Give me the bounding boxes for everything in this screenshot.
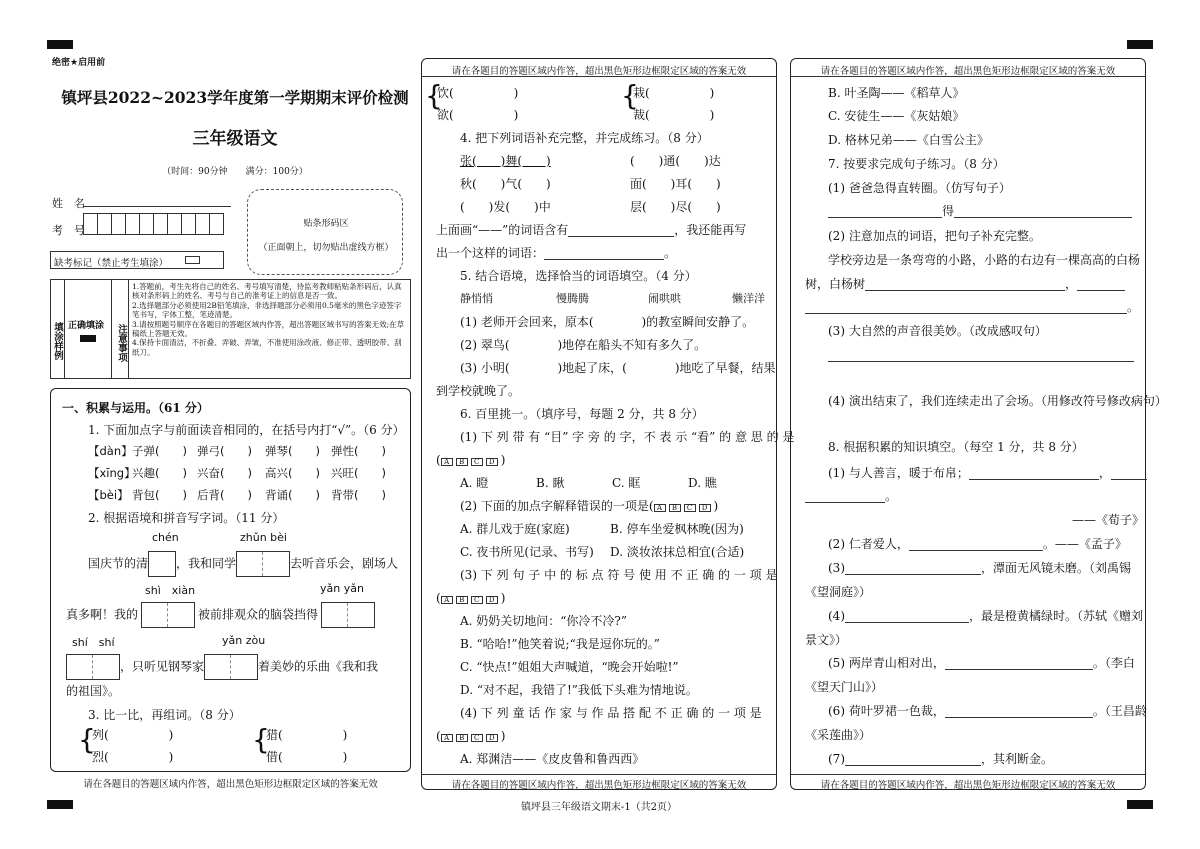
q5-sentence: (2) 翠鸟( )地停在船头不知有多久了。 <box>460 338 707 352</box>
fill-sample-cell <box>66 280 112 378</box>
q3-item: 裁( ) <box>633 108 715 122</box>
q5-sentence: 到学校就晚了。 <box>436 384 521 398</box>
q6-3-stem: (3) 下 列 句 子 中 的 标 点 符 号 使 用 不 正 确 的 一 项 是 <box>460 568 778 582</box>
pinyin-label: yǎn zòu <box>222 634 266 647</box>
note-item: 4.保持卡面清洁，不折叠、弄破、弄皱，不准使用涂改液、修正带、透明胶带、刮纸刀。 <box>132 338 402 357</box>
q7-2-answer-cont: 。 <box>805 300 1139 314</box>
absent-box <box>50 251 224 269</box>
q6-3-choice: D. “对不起，我错了!”我低下头难为情地说。 <box>460 683 698 697</box>
q3-item: 列( ) <box>92 728 174 742</box>
q5-sentence: (3) 小明( )地起了床，( )地吃了早餐，结果 <box>460 361 776 375</box>
q6-3-choice: B. “哈哈!”他笑着说;“我是逗你玩的。” <box>460 637 660 651</box>
question-4: 4. 把下列词语补充完整，并完成练习。（8 分） <box>460 131 709 145</box>
answer-blank[interactable] <box>845 622 969 623</box>
q4-item: 张( )舞( ) <box>460 154 551 168</box>
q6-2-choices: C. 夜书所见(记录、书写) D. 淡妆浓抹总相宜(合适) <box>460 545 745 559</box>
q8-1-source: ——《荀子》 <box>1072 513 1145 527</box>
answer-blank[interactable] <box>828 217 942 218</box>
q4-item: 层( )尽( ) <box>630 200 721 214</box>
q7-2-text: 学校旁边是一条弯弯的小路，小路的右边有一棵高高的白杨 <box>828 253 1141 267</box>
q2-line-1: 国庆节的清 ，我和同学 去听音乐会，剧场人 <box>88 551 398 577</box>
q6-1-choices: A. 瞪 B. 瞅 C. 眶 D. 瞧 <box>460 476 717 490</box>
section-title: 一、积累与运用。（61 分） <box>62 401 209 415</box>
answer-option-bubbles[interactable]: ( A B C D ) <box>436 591 506 605</box>
answer-blank[interactable] <box>1111 479 1147 480</box>
column-2-header-note: 请在各题目的答题区域内作答，超出黑色矩形边框限定区域的答案无效 <box>451 66 747 77</box>
absent-label: 缺考标记（禁止考生填涂） <box>54 258 169 269</box>
pinyin-label: chén <box>152 531 179 544</box>
column-2-footer-divider <box>421 774 777 775</box>
q4-item: 面( )耳( ) <box>630 177 721 191</box>
question-1: 1. 下面加点字与前面读音相同的，在括号内打“√”。（6 分） <box>88 423 405 437</box>
q6-1-stem: (1) 下 列 带 有 “目” 字 旁 的 字，不 表 示 “看” 的 意 思 的 是 <box>460 430 795 444</box>
q7-4: (4) 演出结束了，我们连续走出了会场。（用修改符号修改病句） <box>828 394 1167 408</box>
q7-1: (1) 爸爸急得直转圈。（仿写句子） <box>828 181 1011 195</box>
q6-4-choice: B. 叶圣陶——《稻草人》 <box>828 86 965 100</box>
pinyin-label: shì xiàn <box>145 584 196 597</box>
q8-2: (2) 仁者爱人， 。——《孟子》 <box>828 537 1127 551</box>
char-grid[interactable] <box>148 551 176 577</box>
question-3: 3. 比一比，再组词。（8 分） <box>88 708 241 722</box>
registration-mark-top-right <box>1127 40 1153 49</box>
column-1-footer-note: 请在各题目的答题区域内作答，超出黑色矩形边框限定区域的答案无效 <box>83 779 378 790</box>
time-info: （时间：90分钟 满分：100分） <box>162 167 308 177</box>
absent-checkbox[interactable] <box>185 256 200 264</box>
column-3-footer-note: 请在各题目的答题区域内作答，超出黑色矩形边框限定区域的答案无效 <box>820 780 1116 791</box>
q1-row: 【xīng】兴趣( ) 兴奋( ) 高兴( ) 兴旺( ) <box>88 466 386 480</box>
char-grid[interactable] <box>66 654 120 680</box>
secret-label: 绝密★启用前 <box>52 58 106 68</box>
q6-4-stem: (4) 下 列 童 话 作 家 与 作 品 搭 配 不 正 确 的 一 项 是 <box>460 706 762 720</box>
name-field[interactable] <box>83 206 231 207</box>
q6-2-choices: A. 群儿戏于庭(家庭) B. 停车坐爱枫林晚(因为) <box>460 522 744 536</box>
barcode-title: 贴条形码区 <box>303 219 349 229</box>
q8-1-cont: 。 <box>805 489 897 503</box>
q6-4-choice: A. 郑渊洁——《皮皮鲁和鲁西西》 <box>460 752 645 766</box>
q4-item: ( )发( )中 <box>460 200 551 214</box>
q2-line-2: 真多啊！我的 被前排观众的脑袋挡得 <box>66 602 375 628</box>
q3-item: 烈( ) <box>92 750 174 764</box>
q7-3: (3) 大自然的声音很美妙。（改成感叹句） <box>828 324 1047 338</box>
q8-5-source: 《望天门山》） <box>805 680 884 694</box>
answer-blank[interactable] <box>945 717 1093 718</box>
question-8: 8. 根据积累的知识填空。（每空 1 分，共 8 分） <box>828 440 1084 454</box>
pinyin-label: zhǔn bèi <box>240 531 287 544</box>
q5-sentence: (1) 老师开会回来，原本( )的教室瞬间安静了。 <box>460 315 755 329</box>
q7-2: (2) 注意加点的词语，把句子补充完整。 <box>828 229 1041 243</box>
char-grid[interactable] <box>236 551 290 577</box>
answer-blank[interactable] <box>845 765 981 766</box>
fill-correct-sample <box>80 335 96 342</box>
column-2-header-divider <box>421 76 777 77</box>
answer-blank[interactable] <box>945 669 1093 670</box>
q2-line-4: 的祖国》。 <box>66 684 121 698</box>
answer-blank[interactable] <box>969 479 1099 480</box>
q6-3-choice: C. “快点!”姐姐大声喊道，“晚会开始啦!” <box>460 660 679 674</box>
answer-blank[interactable] <box>909 550 1043 551</box>
q8-4-source: 景文》） <box>805 633 848 647</box>
q6-4-choice: D. 格林兄弟——《白雪公主》 <box>828 133 989 147</box>
answer-blank[interactable] <box>845 574 981 575</box>
column-3-header-note: 请在各题目的答题区域内作答，超出黑色矩形边框限定区域的答案无效 <box>820 66 1116 77</box>
answer-blank[interactable] <box>568 236 674 237</box>
q3-item: 欲( ) <box>437 108 519 122</box>
answer-blank[interactable] <box>805 502 885 503</box>
q8-3-source: 《望洞庭》） <box>805 585 872 599</box>
option-bubble[interactable]: C <box>684 504 696 512</box>
instructions-box <box>50 279 411 379</box>
id-boxes[interactable] <box>83 213 223 235</box>
q3-item: 猎( ) <box>266 728 348 742</box>
q8-4: (4) ，最是橙黄橘绿时。（苏轼《赠刘 <box>828 609 1144 623</box>
q4-followup: 上面画“——”的词语含有 ，我还能再写 <box>436 223 747 237</box>
answer-blank[interactable] <box>544 259 664 260</box>
q5-word-bank: 静悄悄 慢腾腾 闹哄哄 懒洋洋 <box>460 292 765 305</box>
q8-1: (1) 与人善言，暖于布帛； ， <box>828 466 1147 480</box>
option-bubble[interactable]: A <box>654 504 666 512</box>
note-item: 3.请按照题号顺序在各题目的答题区域内作答，超出答题区域书写的答案无效;在草稿纸上答题无效。 <box>132 319 405 338</box>
question-5: 5. 结合语境，选择恰当的词语填空。（4 分） <box>460 269 697 283</box>
q8-7: (7) ，其利断金。 <box>828 752 1054 766</box>
barcode-area <box>247 189 403 275</box>
note-item: 2.选择题部分必须使用2B铅笔填涂，非选择题部分必须用0.5毫米的黑色字迹签字笔书写，字体工整，笔迹清楚。 <box>132 300 402 320</box>
brace-icon: { <box>425 79 443 112</box>
q4-item: 秋( )气( ) <box>460 177 551 191</box>
registration-mark-top-left <box>47 40 73 49</box>
q7-1-answer: 得 <box>828 204 1132 218</box>
brace-icon: { <box>252 723 270 756</box>
brace-icon: { <box>78 723 96 756</box>
id-label: 考 号 <box>52 224 85 237</box>
option-bubble[interactable]: D <box>699 504 711 512</box>
registration-mark-bottom-right <box>1127 800 1153 809</box>
question-2: 2. 根据语境和拼音写字词。（11 分） <box>88 511 285 525</box>
question-6: 6. 百里挑一。（填序号，每题 2 分，共 8 分） <box>460 407 704 421</box>
char-grid[interactable] <box>141 602 195 628</box>
registration-mark-bottom-left <box>47 800 73 809</box>
q3-item: 栽( ) <box>633 86 715 100</box>
option-bubble[interactable]: B <box>669 504 681 512</box>
q1-row: 【bèi】 背包( ) 后背( ) 背诵( ) 背带( ) <box>88 488 386 502</box>
fill-correct-label: 正确填涂 <box>68 321 105 331</box>
brace-icon: { <box>621 79 639 112</box>
q8-3: (3) ，潭面无风镜未磨。（刘禹锡 <box>828 561 1132 575</box>
answer-blank[interactable] <box>865 290 1065 291</box>
pinyin-label: yǎn yǎn <box>320 582 364 595</box>
q2-line-3: ，只听见钢琴家 着美妙的乐曲《我和我 <box>66 654 378 680</box>
q4-item: ( )通( )达 <box>630 154 721 168</box>
q6-4-choice: C. 安徒生——《灰姑娘》 <box>828 109 965 123</box>
notes-label: 注意事项 <box>113 280 129 378</box>
question-7: 7. 按要求完成句子练习。（8 分） <box>828 157 1005 171</box>
answer-option-bubbles[interactable]: ( A B C D ) <box>436 453 506 467</box>
name-label: 姓 名 <box>52 197 85 210</box>
q4-followup: 出一个这样的词语： 。 <box>436 246 677 260</box>
answer-option-bubbles[interactable]: ( A B C D ) <box>436 729 506 743</box>
exam-title: 镇坪县2022~2023学年度第一学期期末评价检测 <box>61 88 409 107</box>
q6-3-choice: A. 奶奶关切地问：“你冷不冷?” <box>460 614 627 628</box>
q3-item: 饮( ) <box>437 86 519 100</box>
column-3-header-divider <box>790 76 1146 77</box>
notes-list <box>132 282 408 357</box>
q6-2-stem: (2) 下面的加点字解释错误的一项是( A B C D ) <box>460 499 719 513</box>
q7-3-answer-line[interactable] <box>828 361 1134 362</box>
q1-row: 【dàn】子弹( ) 弹弓( ) 弹琴( ) 弹性( ) <box>88 444 386 458</box>
q8-6: (6) 荷叶罗裙一色裁， 。（王昌龄 <box>828 704 1147 718</box>
q8-5: (5) 两岸青山相对出， 。（李白 <box>828 656 1135 670</box>
q3-item: 借( ) <box>266 750 348 764</box>
q8-6-source: 《采莲曲》） <box>805 728 872 742</box>
answer-blank[interactable] <box>954 217 1132 218</box>
pinyin-label: shí shí <box>72 636 115 649</box>
char-grid[interactable] <box>204 654 258 680</box>
page-footer: 镇坪县三年级语文期末-1（共2页） <box>520 802 678 813</box>
barcode-note: （正面朝上，切勿贴出虚线方框） <box>258 243 394 253</box>
column-2-footer-note: 请在各题目的答题区域内作答，超出黑色矩形边框限定区域的答案无效 <box>451 780 747 791</box>
column-3-footer-divider <box>790 774 1146 775</box>
note-item: 1.答题前，考生先将自己的姓名、考号填写清楚，待监考教师粘贴条形码后，认真核对条形码上的姓名、考号与自己的准考证上的信息是否一致。 <box>132 282 402 301</box>
fill-sample-label: 填涂样例 <box>51 280 65 378</box>
q7-2-answer: 树，白杨树 ， <box>805 277 1125 291</box>
char-grid[interactable] <box>321 602 375 628</box>
subject-title: 三年级语文 <box>192 129 278 149</box>
answer-blank[interactable] <box>805 313 1127 314</box>
answer-blank[interactable] <box>1077 290 1125 291</box>
